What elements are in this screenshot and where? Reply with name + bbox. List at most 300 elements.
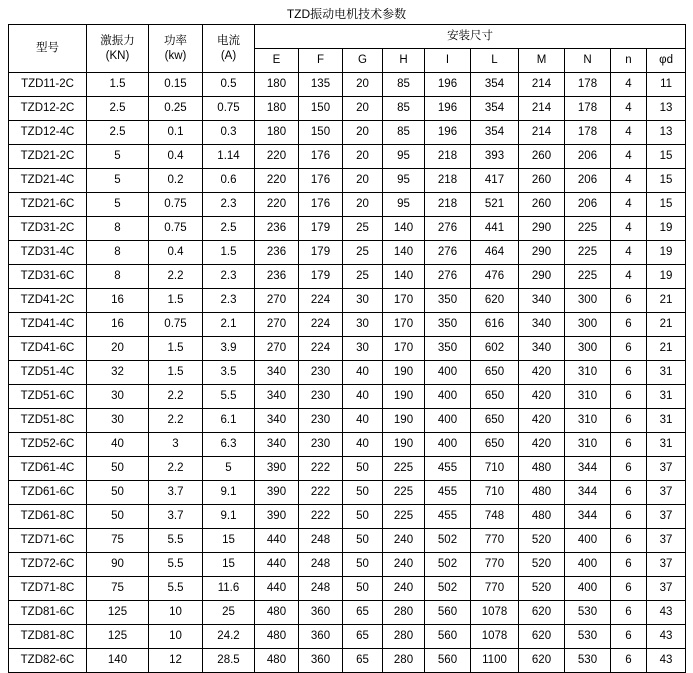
cell-dim-f: 360: [299, 649, 343, 673]
cell-exciting-force: 90: [87, 553, 149, 577]
cell-dim-f: 248: [299, 577, 343, 601]
table-row: [9, 193, 686, 217]
cell-dim-h: 280: [383, 601, 425, 625]
cell-dim-phi-d: 13: [647, 97, 686, 121]
cell-dim-f: 222: [299, 505, 343, 529]
column-header-current: [203, 25, 255, 73]
cell-dim-l: 521: [471, 193, 519, 217]
cell-dim-m: 420: [519, 361, 565, 385]
cell-dim-n: 400: [565, 529, 611, 553]
cell-dim-n-count: 6: [611, 457, 647, 481]
cell-exciting-force: 125: [87, 601, 149, 625]
cell-dim-m: 260: [519, 193, 565, 217]
cell-dim-g: 50: [343, 577, 383, 601]
cell-dim-h: 190: [383, 409, 425, 433]
cell-dim-e: 480: [255, 649, 299, 673]
cell-dim-g: 20: [343, 193, 383, 217]
cell-dim-n: 530: [565, 601, 611, 625]
cell-power: 5.5: [149, 553, 203, 577]
cell-model: TZD41-6C: [9, 337, 87, 361]
cell-dim-i: 196: [425, 97, 471, 121]
cell-dim-f: 230: [299, 385, 343, 409]
cell-power: 1.5: [149, 337, 203, 361]
cell-dim-h: 190: [383, 385, 425, 409]
cell-dim-g: 20: [343, 145, 383, 169]
cell-dim-i: 218: [425, 193, 471, 217]
cell-power: 1.5: [149, 361, 203, 385]
cell-dim-g: 50: [343, 481, 383, 505]
cell-dim-n-count: 6: [611, 337, 647, 361]
cell-dim-e: 340: [255, 361, 299, 385]
table-row: [9, 265, 686, 289]
cell-power: 3: [149, 433, 203, 457]
cell-dim-h: 190: [383, 361, 425, 385]
cell-dim-l: 1078: [471, 625, 519, 649]
cell-dim-phi-d: 21: [647, 313, 686, 337]
cell-model: TZD51-8C: [9, 409, 87, 433]
cell-dim-n: 225: [565, 217, 611, 241]
cell-dim-n: 310: [565, 385, 611, 409]
cell-current: 2.3: [203, 265, 255, 289]
cell-model: TZD21-6C: [9, 193, 87, 217]
cell-dim-i: 196: [425, 121, 471, 145]
cell-dim-f: 150: [299, 97, 343, 121]
column-header-dim-e: E: [255, 49, 299, 73]
cell-dim-e: 220: [255, 169, 299, 193]
cell-exciting-force: 8: [87, 241, 149, 265]
cell-dim-m: 290: [519, 241, 565, 265]
cell-dim-phi-d: 43: [647, 601, 686, 625]
cell-dim-l: 354: [471, 73, 519, 97]
cell-dim-phi-d: 11: [647, 73, 686, 97]
cell-exciting-force: 16: [87, 289, 149, 313]
cell-dim-i: 455: [425, 505, 471, 529]
table-header-row-1: [9, 25, 686, 49]
cell-dim-m: 260: [519, 169, 565, 193]
cell-dim-e: 440: [255, 577, 299, 601]
cell-dim-phi-d: 37: [647, 553, 686, 577]
table-row: [9, 553, 686, 577]
cell-dim-h: 95: [383, 193, 425, 217]
cell-dim-m: 420: [519, 385, 565, 409]
cell-dim-n-count: 6: [611, 601, 647, 625]
cell-dim-n-count: 6: [611, 433, 647, 457]
cell-dim-i: 400: [425, 385, 471, 409]
cell-model: TZD61-4C: [9, 457, 87, 481]
cell-dim-n: 400: [565, 553, 611, 577]
cell-dim-n-count: 4: [611, 73, 647, 97]
cell-dim-e: 440: [255, 553, 299, 577]
cell-dim-m: 290: [519, 265, 565, 289]
cell-power: 10: [149, 601, 203, 625]
cell-dim-i: 400: [425, 361, 471, 385]
cell-dim-n-count: 4: [611, 97, 647, 121]
cell-dim-i: 502: [425, 529, 471, 553]
column-header-dim-n: N: [565, 49, 611, 73]
cell-model: TZD12-2C: [9, 97, 87, 121]
cell-exciting-force: 20: [87, 337, 149, 361]
cell-dim-l: 770: [471, 529, 519, 553]
table-row: [9, 169, 686, 193]
cell-power: 0.1: [149, 121, 203, 145]
cell-current: 0.6: [203, 169, 255, 193]
cell-dim-m: 340: [519, 313, 565, 337]
cell-dim-m: 290: [519, 217, 565, 241]
cell-dim-n-count: 6: [611, 409, 647, 433]
cell-exciting-force: 5: [87, 145, 149, 169]
cell-dim-e: 180: [255, 97, 299, 121]
cell-current: 6.3: [203, 433, 255, 457]
cell-exciting-force: 30: [87, 385, 149, 409]
cell-dim-g: 40: [343, 385, 383, 409]
cell-dim-m: 420: [519, 409, 565, 433]
cell-exciting-force: 8: [87, 217, 149, 241]
cell-exciting-force: 40: [87, 433, 149, 457]
table-body: [9, 73, 686, 673]
cell-dim-n-count: 6: [611, 481, 647, 505]
cell-dim-g: 65: [343, 649, 383, 673]
cell-current: 1.5: [203, 241, 255, 265]
cell-dim-h: 240: [383, 529, 425, 553]
cell-dim-i: 502: [425, 577, 471, 601]
cell-dim-h: 170: [383, 313, 425, 337]
cell-dim-phi-d: 31: [647, 433, 686, 457]
cell-power: 0.75: [149, 313, 203, 337]
cell-dim-n: 310: [565, 433, 611, 457]
cell-dim-i: 455: [425, 457, 471, 481]
cell-dim-i: 276: [425, 217, 471, 241]
cell-dim-f: 176: [299, 169, 343, 193]
cell-exciting-force: 75: [87, 577, 149, 601]
cell-dim-e: 480: [255, 625, 299, 649]
cell-exciting-force: 125: [87, 625, 149, 649]
column-header-dim-g: G: [343, 49, 383, 73]
cell-dim-m: 520: [519, 577, 565, 601]
column-header-dim-m: M: [519, 49, 565, 73]
table-row: [9, 577, 686, 601]
table-row: [9, 241, 686, 265]
cell-dim-h: 95: [383, 169, 425, 193]
cell-model: TZD31-4C: [9, 241, 87, 265]
cell-dim-i: 400: [425, 409, 471, 433]
column-header-exciting-force: [87, 25, 149, 73]
cell-dim-m: 340: [519, 289, 565, 313]
cell-model: TZD31-6C: [9, 265, 87, 289]
cell-current: 25: [203, 601, 255, 625]
cell-dim-phi-d: 13: [647, 121, 686, 145]
cell-dim-l: 616: [471, 313, 519, 337]
cell-current: 2.3: [203, 289, 255, 313]
table-row: [9, 457, 686, 481]
cell-dim-l: 464: [471, 241, 519, 265]
cell-dim-l: 1100: [471, 649, 519, 673]
cell-dim-f: 179: [299, 217, 343, 241]
cell-current: 0.75: [203, 97, 255, 121]
table-row: [9, 337, 686, 361]
cell-dim-g: 40: [343, 361, 383, 385]
cell-dim-i: 276: [425, 265, 471, 289]
cell-current: 28.5: [203, 649, 255, 673]
cell-dim-n: 300: [565, 337, 611, 361]
cell-dim-e: 236: [255, 265, 299, 289]
cell-dim-e: 236: [255, 217, 299, 241]
cell-current: 24.2: [203, 625, 255, 649]
cell-model: TZD72-6C: [9, 553, 87, 577]
cell-exciting-force: 8: [87, 265, 149, 289]
column-header-power-line2: (kw): [164, 49, 187, 62]
cell-dim-n: 178: [565, 121, 611, 145]
cell-dim-phi-d: 21: [647, 289, 686, 313]
cell-dim-n-count: 4: [611, 241, 647, 265]
column-header-dim-l: L: [471, 49, 519, 73]
cell-dim-i: 502: [425, 553, 471, 577]
cell-dim-e: 220: [255, 145, 299, 169]
cell-dim-n-count: 6: [611, 385, 647, 409]
cell-dim-n-count: 6: [611, 313, 647, 337]
cell-dim-l: 710: [471, 457, 519, 481]
cell-model: TZD81-6C: [9, 601, 87, 625]
cell-dim-h: 85: [383, 73, 425, 97]
cell-power: 12: [149, 649, 203, 673]
cell-power: 5.5: [149, 529, 203, 553]
cell-dim-n: 178: [565, 97, 611, 121]
cell-dim-l: 650: [471, 385, 519, 409]
cell-current: 5.5: [203, 385, 255, 409]
cell-dim-g: 20: [343, 97, 383, 121]
cell-dim-e: 340: [255, 385, 299, 409]
cell-dim-f: 224: [299, 313, 343, 337]
cell-dim-f: 360: [299, 625, 343, 649]
cell-current: 1.14: [203, 145, 255, 169]
cell-dim-f: 224: [299, 289, 343, 313]
cell-dim-l: 650: [471, 409, 519, 433]
cell-model: TZD31-2C: [9, 217, 87, 241]
cell-model: TZD61-6C: [9, 481, 87, 505]
cell-power: 1.5: [149, 289, 203, 313]
cell-dim-n: 400: [565, 577, 611, 601]
cell-dim-m: 214: [519, 97, 565, 121]
cell-dim-h: 140: [383, 217, 425, 241]
cell-dim-i: 560: [425, 649, 471, 673]
cell-dim-m: 520: [519, 553, 565, 577]
cell-dim-m: 480: [519, 481, 565, 505]
table-row: [9, 121, 686, 145]
cell-dim-phi-d: 37: [647, 529, 686, 553]
cell-dim-l: 602: [471, 337, 519, 361]
cell-dim-f: 176: [299, 145, 343, 169]
cell-dim-n-count: 4: [611, 169, 647, 193]
cell-dim-phi-d: 43: [647, 625, 686, 649]
cell-dim-phi-d: 19: [647, 265, 686, 289]
cell-dim-phi-d: 15: [647, 145, 686, 169]
cell-dim-f: 230: [299, 409, 343, 433]
cell-dim-phi-d: 43: [647, 649, 686, 673]
cell-dim-n: 206: [565, 145, 611, 169]
cell-dim-m: 480: [519, 505, 565, 529]
column-header-model: 型号: [9, 25, 87, 73]
cell-dim-n-count: 4: [611, 145, 647, 169]
cell-dim-l: 748: [471, 505, 519, 529]
cell-current: 9.1: [203, 505, 255, 529]
cell-dim-h: 280: [383, 649, 425, 673]
cell-dim-n-count: 4: [611, 193, 647, 217]
cell-model: TZD52-6C: [9, 433, 87, 457]
column-header-exciting-force-line1: 激振力: [100, 34, 135, 47]
cell-exciting-force: 50: [87, 505, 149, 529]
cell-exciting-force: 32: [87, 361, 149, 385]
cell-dim-e: 270: [255, 313, 299, 337]
cell-dim-m: 620: [519, 601, 565, 625]
cell-dim-n: 225: [565, 265, 611, 289]
cell-dim-e: 270: [255, 337, 299, 361]
column-header-dim-i: I: [425, 49, 471, 73]
cell-dim-e: 340: [255, 433, 299, 457]
cell-dim-n-count: 4: [611, 217, 647, 241]
cell-dim-e: 180: [255, 73, 299, 97]
cell-dim-m: 260: [519, 145, 565, 169]
cell-power: 2.2: [149, 385, 203, 409]
cell-dim-f: 222: [299, 457, 343, 481]
cell-dim-g: 50: [343, 457, 383, 481]
cell-power: 3.7: [149, 505, 203, 529]
cell-exciting-force: 140: [87, 649, 149, 673]
cell-dim-l: 770: [471, 553, 519, 577]
cell-dim-f: 230: [299, 361, 343, 385]
cell-exciting-force: 50: [87, 481, 149, 505]
cell-dim-n: 206: [565, 193, 611, 217]
cell-dim-f: 179: [299, 241, 343, 265]
cell-exciting-force: 5: [87, 169, 149, 193]
cell-dim-f: 135: [299, 73, 343, 97]
table-row: [9, 481, 686, 505]
column-header-mounting-dimensions: 安装尺寸: [255, 25, 686, 49]
cell-dim-phi-d: 21: [647, 337, 686, 361]
spec-table: [8, 24, 686, 673]
cell-power: 2.2: [149, 457, 203, 481]
cell-current: 11.6: [203, 577, 255, 601]
cell-dim-f: 222: [299, 481, 343, 505]
cell-dim-e: 390: [255, 505, 299, 529]
cell-dim-g: 50: [343, 529, 383, 553]
cell-dim-h: 240: [383, 577, 425, 601]
cell-dim-g: 40: [343, 409, 383, 433]
table-header: [9, 25, 686, 73]
cell-dim-m: 620: [519, 625, 565, 649]
cell-dim-i: 196: [425, 73, 471, 97]
cell-dim-l: 354: [471, 121, 519, 145]
cell-exciting-force: 30: [87, 409, 149, 433]
table-row: [9, 73, 686, 97]
cell-dim-e: 390: [255, 481, 299, 505]
cell-dim-g: 30: [343, 289, 383, 313]
cell-dim-h: 85: [383, 121, 425, 145]
cell-dim-l: 620: [471, 289, 519, 313]
table-row: [9, 529, 686, 553]
table-row: [9, 289, 686, 313]
table-row: [9, 145, 686, 169]
cell-dim-n-count: 6: [611, 529, 647, 553]
cell-dim-n-count: 6: [611, 505, 647, 529]
table-row: [9, 217, 686, 241]
cell-dim-n-count: 6: [611, 577, 647, 601]
cell-dim-i: 400: [425, 433, 471, 457]
column-header-power: [149, 25, 203, 73]
cell-dim-i: 560: [425, 601, 471, 625]
cell-model: TZD81-8C: [9, 625, 87, 649]
cell-dim-phi-d: 31: [647, 409, 686, 433]
cell-dim-n: 300: [565, 289, 611, 313]
cell-dim-n: 530: [565, 649, 611, 673]
cell-power: 0.75: [149, 193, 203, 217]
cell-dim-g: 40: [343, 433, 383, 457]
cell-dim-phi-d: 31: [647, 361, 686, 385]
cell-current: 5: [203, 457, 255, 481]
table-row: [9, 649, 686, 673]
cell-dim-f: 176: [299, 193, 343, 217]
cell-dim-i: 350: [425, 313, 471, 337]
column-header-current-line1: 电流: [217, 34, 240, 47]
cell-dim-n: 530: [565, 625, 611, 649]
cell-dim-l: 1078: [471, 601, 519, 625]
cell-dim-phi-d: 37: [647, 457, 686, 481]
cell-power: 0.4: [149, 145, 203, 169]
cell-dim-phi-d: 15: [647, 193, 686, 217]
cell-model: TZD21-2C: [9, 145, 87, 169]
cell-dim-phi-d: 37: [647, 481, 686, 505]
column-header-dim-n-count: n: [611, 49, 647, 73]
cell-power: 5.5: [149, 577, 203, 601]
cell-dim-e: 180: [255, 121, 299, 145]
cell-dim-m: 420: [519, 433, 565, 457]
cell-current: 2.1: [203, 313, 255, 337]
cell-power: 0.15: [149, 73, 203, 97]
cell-dim-l: 417: [471, 169, 519, 193]
cell-model: TZD71-8C: [9, 577, 87, 601]
cell-current: 2.5: [203, 217, 255, 241]
cell-dim-i: 218: [425, 145, 471, 169]
cell-dim-g: 65: [343, 601, 383, 625]
cell-dim-g: 25: [343, 217, 383, 241]
table-row: [9, 385, 686, 409]
cell-exciting-force: 75: [87, 529, 149, 553]
cell-dim-phi-d: 31: [647, 385, 686, 409]
cell-dim-m: 480: [519, 457, 565, 481]
cell-model: TZD21-4C: [9, 169, 87, 193]
table-row: [9, 625, 686, 649]
cell-dim-g: 25: [343, 265, 383, 289]
cell-dim-e: 440: [255, 529, 299, 553]
cell-model: TZD11-2C: [9, 73, 87, 97]
cell-dim-n-count: 4: [611, 265, 647, 289]
cell-dim-phi-d: 37: [647, 505, 686, 529]
cell-dim-n: 310: [565, 409, 611, 433]
cell-dim-n: 344: [565, 457, 611, 481]
cell-dim-g: 25: [343, 241, 383, 265]
cell-model: TZD51-6C: [9, 385, 87, 409]
cell-dim-i: 560: [425, 625, 471, 649]
cell-dim-h: 190: [383, 433, 425, 457]
cell-dim-n-count: 4: [611, 121, 647, 145]
table-row: [9, 313, 686, 337]
cell-dim-m: 620: [519, 649, 565, 673]
cell-power: 2.2: [149, 265, 203, 289]
cell-dim-i: 350: [425, 337, 471, 361]
cell-dim-g: 30: [343, 313, 383, 337]
column-header-exciting-force-line2: (KN): [105, 49, 130, 62]
cell-dim-phi-d: 19: [647, 241, 686, 265]
cell-power: 0.4: [149, 241, 203, 265]
cell-dim-f: 360: [299, 601, 343, 625]
